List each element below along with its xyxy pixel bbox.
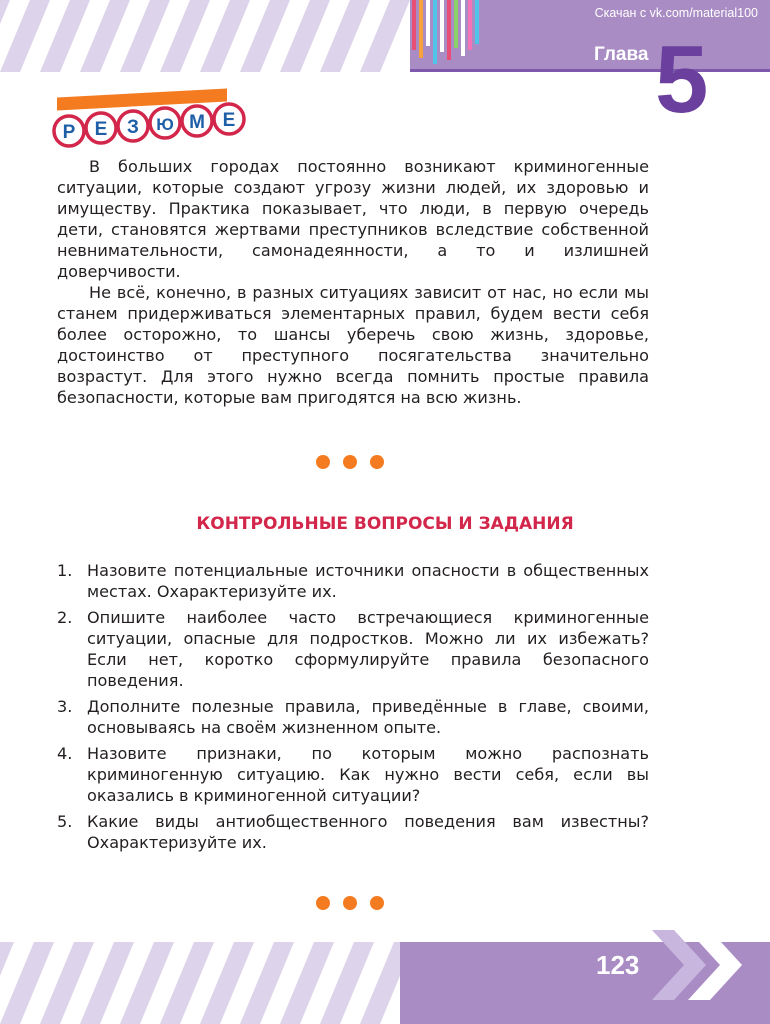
dots-divider-bottom bbox=[315, 896, 387, 910]
question-item bbox=[57, 560, 649, 602]
svg-text:Е: Е bbox=[222, 110, 236, 131]
svg-text:М: М bbox=[189, 112, 205, 133]
summary-paragraph: Не всё, конечно, в разных ситуациях зависит от нас, но если мы станем придерживаться элементарных правил, будем вести себя более осторожно, то шансы уберечь свою жизнь, здоровье, достоинство от преступного посягательства значительно возрастут. Для этого нужно всегда помнить простые правила безопасности, которые вам пригодятся на всю жизнь. bbox=[57, 283, 649, 407]
svg-text:Р: Р bbox=[62, 122, 76, 143]
question-item bbox=[57, 743, 649, 806]
question-text: Назовите признаки, по которым можно распознать криминогенную ситуацию. Как нужно вести себя, если вы оказались в криминогенной ситуации? bbox=[87, 744, 649, 805]
question-item bbox=[57, 811, 649, 853]
question-item bbox=[57, 607, 649, 691]
questions-heading: КОНТРОЛЬНЫЕ ВОПРОСЫ И ЗАДАНИЯ bbox=[196, 514, 574, 534]
resume-letter-6 bbox=[214, 104, 244, 134]
question-number: 2. bbox=[57, 608, 73, 627]
question-item bbox=[57, 696, 649, 738]
svg-text:Е: Е bbox=[94, 119, 108, 140]
question-text: Какие виды антиобщественного поведения вам известны? Охарактеризуйте их. bbox=[87, 812, 649, 852]
watermark: Скачан с vk.com/material100 bbox=[594, 6, 758, 20]
color-bars-decoration bbox=[410, 0, 480, 68]
question-text: Назовите потенциальные источники опасности в общественных местах. Охарактеризуйте их. bbox=[87, 561, 649, 601]
question-number: 5. bbox=[57, 812, 73, 831]
question-number: 4. bbox=[57, 744, 73, 763]
resume-letter-1 bbox=[54, 116, 84, 146]
summary-paragraph: В больших городах постоянно возникают криминогенные ситуации, которые создают угрозу жизни людей, их здоровью и имуществу. Практика показывает, что люди, в первую очередь дети, становятся жертвами преступников вследствие собственной невнимательности, самонадеянности, а то и излишней доверчивости. bbox=[57, 157, 649, 281]
chapter-number: 5 bbox=[655, 26, 709, 133]
question-number: 1. bbox=[57, 561, 73, 580]
resume-letter-4 bbox=[150, 108, 180, 138]
header-stripes bbox=[0, 0, 420, 72]
question-text: Дополните полезные правила, приведённые в главе, своими, основываясь на своём жизненном опыте. bbox=[87, 697, 649, 737]
dots-divider-top bbox=[315, 455, 387, 469]
svg-text:З: З bbox=[127, 117, 139, 138]
resume-letter-3 bbox=[118, 111, 148, 141]
footer-stripes bbox=[0, 942, 420, 1024]
summary-text bbox=[57, 156, 649, 408]
svg-text:Ю: Ю bbox=[156, 115, 174, 134]
question-text: Опишите наиболее часто встречающиеся криминогенные ситуации, опасные для подростков. Можно ли их избежать? Если нет, коротко сформулируйте правила безопасного поведения. bbox=[87, 608, 649, 690]
questions-list bbox=[57, 560, 649, 858]
resume-letter-5 bbox=[182, 106, 212, 136]
page-number: 123 bbox=[596, 950, 640, 980]
resume-badge bbox=[49, 101, 249, 149]
resume-letter-2 bbox=[86, 113, 116, 143]
next-page-chevrons-icon bbox=[648, 926, 750, 1004]
chapter-label: Глава bbox=[594, 44, 649, 65]
question-number: 3. bbox=[57, 697, 73, 716]
